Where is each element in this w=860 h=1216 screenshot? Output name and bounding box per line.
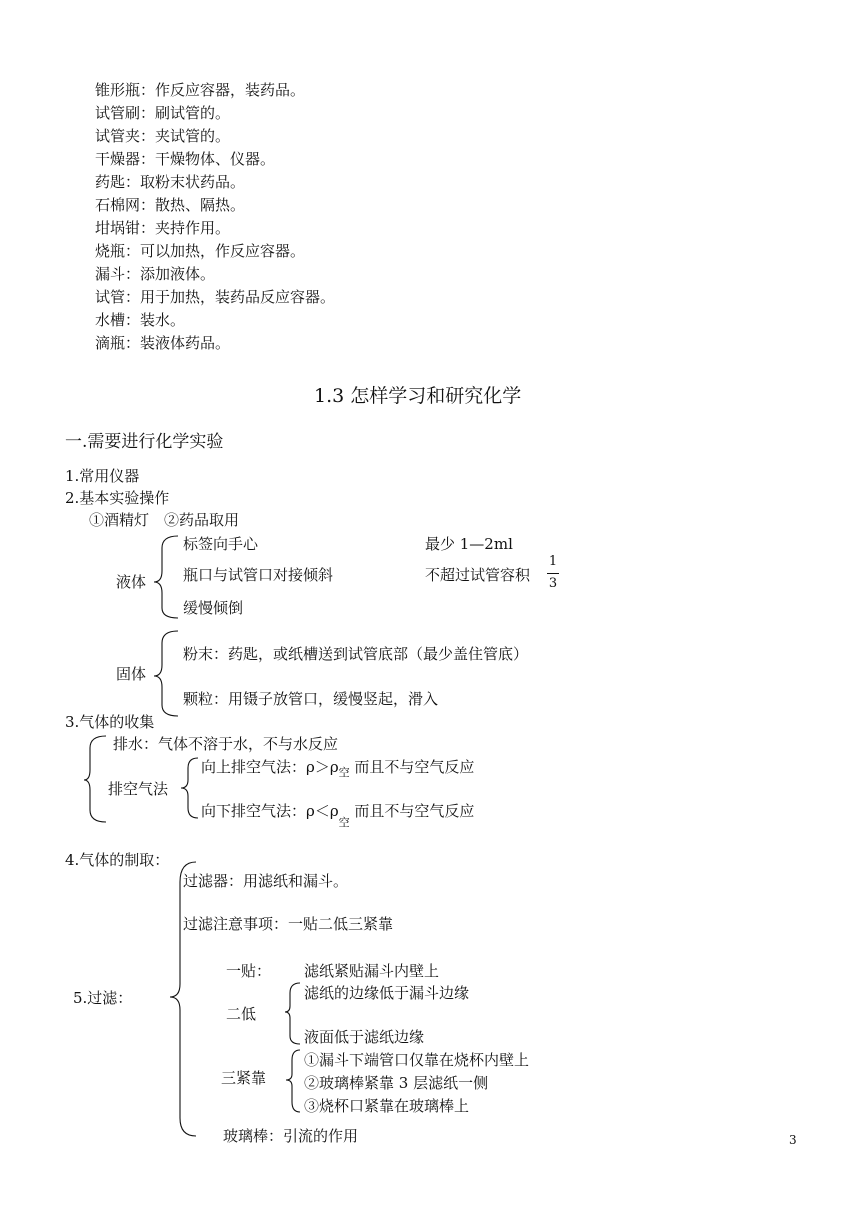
gas-air-label: 排空气法 xyxy=(108,780,169,798)
sanjinkao-brace xyxy=(286,1050,300,1112)
equipment-line: 石棉网：散热、隔热。 xyxy=(95,196,246,214)
gas-downward-subscript: 空 xyxy=(338,816,350,829)
filtration-brace xyxy=(170,862,196,1136)
fraction-denominator: 3 xyxy=(548,576,558,591)
filter-erdi-item: 液面低于滤纸边缘 xyxy=(304,1028,425,1046)
solid-step: 颗粒：用镊子放管口，缓慢竖起，滑入 xyxy=(183,690,439,708)
filter-erdi-label: 二低 xyxy=(226,1005,257,1023)
gas-upward-subscript: 空 xyxy=(338,766,350,779)
liquid-brace xyxy=(154,536,178,618)
liquid-step: 瓶口与试管口对接倾斜 xyxy=(183,566,334,584)
filter-sanjinkao-label: 三紧靠 xyxy=(221,1069,267,1087)
liquid-note: 不超过试管容积 xyxy=(425,566,531,584)
solid-label: 固体 xyxy=(116,665,147,683)
filter-erdi-item: 滤纸的边缘低于漏斗边缘 xyxy=(304,984,470,1002)
liquid-step: 缓慢倾倒 xyxy=(183,599,244,617)
item-basic-operations-sub: ①酒精灯 ②药品取用 xyxy=(89,511,240,529)
equipment-line: 滴瓶：装液体药品。 xyxy=(95,334,231,352)
liquid-step: 标签向手心 xyxy=(183,535,259,553)
solid-step: 粉末：药匙，或纸槽送到试管底部（最少盖住管底） xyxy=(183,645,529,663)
gas-water-method: 排水：气体不溶于水，不与水反应 xyxy=(113,735,339,753)
item-gas-collection: 3.气体的收集 xyxy=(65,713,155,731)
filter-notes: 过滤注意事项：一贴二低三紧靠 xyxy=(183,915,394,933)
filter-sanjinkao-item: ①漏斗下端管口仅靠在烧杯内壁上 xyxy=(304,1051,530,1069)
filter-yitie-label: 一贴： xyxy=(226,962,272,980)
gas-main-brace xyxy=(84,736,106,822)
fraction-numerator: 1 xyxy=(548,554,558,569)
equipment-line: 水槽：装水。 xyxy=(95,311,186,329)
item-gas-preparation: 4.气体的制取： xyxy=(65,851,170,869)
fraction-bar xyxy=(547,573,559,574)
filter-sanjinkao-item: ②玻璃棒紧靠 3 层滤纸一侧 xyxy=(304,1074,489,1092)
equipment-line: 烧瓶：可以加热，作反应容器。 xyxy=(95,242,306,260)
item-basic-operations: 2.基本实验操作 xyxy=(65,489,170,507)
item-filtration: 5.过滤： xyxy=(73,989,133,1007)
equipment-line: 干燥器：干燥物体、仪器。 xyxy=(95,150,276,168)
equipment-line: 坩埚钳：夹持作用。 xyxy=(95,219,231,237)
gas-upward-condition: 而且不与空气反应 xyxy=(349,758,475,776)
section-title: 1.3 怎样学习和研究化学 xyxy=(314,385,522,407)
erdi-brace xyxy=(285,983,300,1044)
solid-brace xyxy=(154,631,178,716)
equipment-line: 试管刷：刷试管的。 xyxy=(95,104,231,122)
gas-downward-method xyxy=(201,801,475,829)
equipment-line: 锥形瓶：作反应容器，装药品。 xyxy=(95,81,306,99)
subsection-title: 一.需要进行化学实验 xyxy=(65,432,224,452)
gas-downward-condition: 而且不与空气反应 xyxy=(349,802,475,820)
air-method-brace xyxy=(181,758,198,818)
liquid-label: 液体 xyxy=(116,573,147,591)
item-common-instruments: 1.常用仪器 xyxy=(65,467,140,485)
gas-upward-method xyxy=(201,757,474,779)
equipment-line: 试管夹：夹试管的。 xyxy=(95,127,231,145)
filter-glass-rod: 玻璃棒：引流的作用 xyxy=(223,1127,359,1145)
gas-downward-text: 向下排空气法：ρ＜ρ xyxy=(201,802,339,820)
liquid-note: 最少 1—2ml xyxy=(425,535,513,553)
filter-device: 过滤器：用滤纸和漏斗。 xyxy=(183,872,349,890)
equipment-line: 漏斗：添加液体。 xyxy=(95,265,216,283)
gas-upward-text: 向上排空气法：ρ＞ρ xyxy=(201,758,339,776)
filter-yitie-text: 滤纸紧贴漏斗内壁上 xyxy=(304,962,440,980)
filter-sanjinkao-item: ③烧杯口紧靠在玻璃棒上 xyxy=(304,1097,470,1115)
equipment-line: 试管：用于加热，装药品反应容器。 xyxy=(95,288,336,306)
equipment-line: 药匙：取粉末状药品。 xyxy=(95,173,246,191)
page-number: 3 xyxy=(789,1133,797,1147)
